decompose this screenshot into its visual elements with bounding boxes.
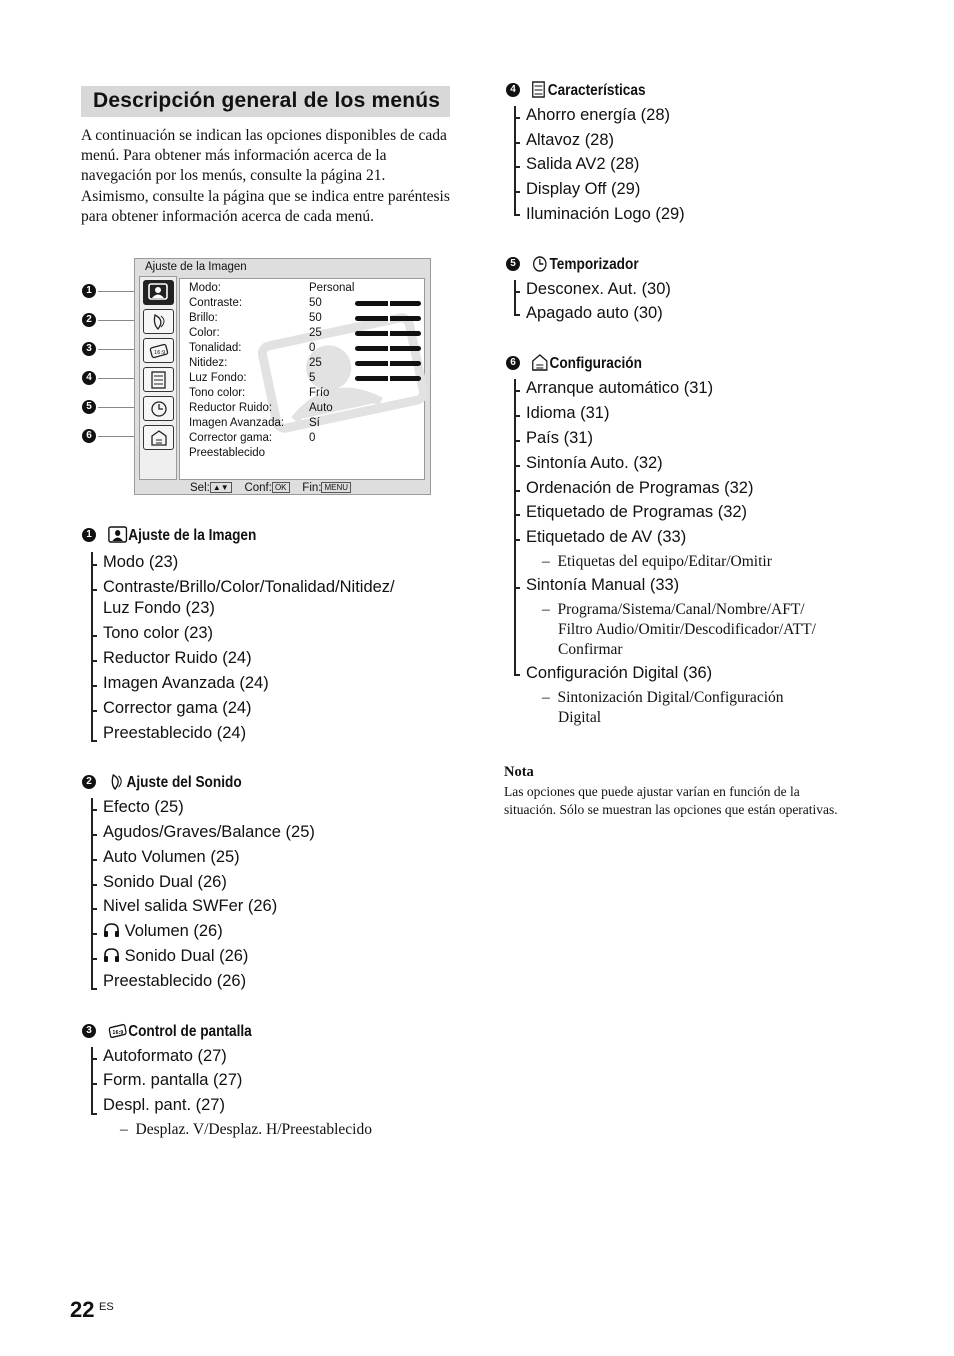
- menu-item: Idioma (31): [526, 404, 610, 422]
- osd-screen-control-icon: [143, 338, 174, 363]
- menu-item: Iluminación Logo (29): [526, 205, 685, 223]
- submenu-item: – Desplaz. V/Desplaz. H/Preestablecido: [120, 1121, 372, 1138]
- menu-item: Sintonía Manual (33): [526, 576, 680, 594]
- osd-timer-icon: [143, 396, 174, 421]
- headphones-icon: [103, 947, 120, 963]
- tree-tick: [91, 685, 97, 687]
- menu-item-label: Sonido Dual (26): [124, 947, 249, 965]
- osd-row-label: Tonalidad:: [189, 342, 242, 354]
- osd-row-label: Tono color:: [189, 387, 246, 399]
- menu-item: Contraste/Brillo/Color/Tonalidad/Nitidez/: [103, 578, 395, 596]
- callout-number-2: 2: [82, 313, 96, 327]
- osd-icon-column: [139, 276, 177, 480]
- tree-tick: [91, 859, 97, 861]
- tree-tick: [514, 191, 520, 193]
- osd-level-marker: [388, 359, 390, 368]
- osd-row-label: Imagen Avanzada:: [189, 417, 285, 429]
- menu-item-label: Volumen (26): [124, 922, 223, 940]
- svg-text:16:9: 16:9: [154, 350, 166, 356]
- section-number-1: 1: [82, 528, 96, 542]
- menu-item: Tono color (23): [103, 624, 214, 642]
- menu-item: Luz Fondo (23): [103, 599, 215, 617]
- osd-row-label: Reductor Ruido:: [189, 402, 273, 414]
- tree-tick: [91, 589, 97, 591]
- setup-icon: [531, 354, 549, 371]
- screen-control-icon: [108, 1022, 127, 1039]
- menu-item: Apagado auto (30): [526, 304, 663, 322]
- menu-item: Preestablecido (26): [103, 972, 247, 990]
- menu-item: Agudos/Graves/Balance (25): [103, 823, 315, 841]
- menu-item: Etiquetado de Programas (32): [526, 503, 748, 521]
- osd-footer: [190, 482, 351, 494]
- section-title: Ajuste del Sonido: [126, 774, 242, 791]
- osd-row: [189, 357, 419, 372]
- osd-features-icon: [143, 367, 174, 392]
- section-title-bar: [81, 86, 450, 117]
- tree-tick: [91, 933, 97, 935]
- tree-tick: [514, 587, 520, 589]
- tree-tick: [514, 314, 520, 316]
- osd-row-value: 0: [309, 432, 316, 444]
- tree-line: [91, 798, 93, 989]
- tree-line: [514, 106, 516, 215]
- tree-tick: [91, 564, 97, 566]
- callout-number-3: 3: [82, 342, 96, 356]
- osd-level-bar: [355, 331, 421, 336]
- osd-setup-icon: [143, 425, 174, 450]
- tree-tick: [514, 415, 520, 417]
- osd-row-value: 0: [309, 342, 316, 354]
- menu-item: Modo (23): [103, 553, 179, 571]
- timer-icon: [531, 255, 549, 272]
- menu-item: Imagen Avanzada (24): [103, 674, 269, 692]
- osd-row-value: 25: [309, 357, 322, 369]
- features-icon: [531, 81, 547, 98]
- tree-tick: [514, 490, 520, 492]
- callout-number-1: 1: [82, 284, 96, 298]
- tree-tick: [514, 117, 520, 119]
- section-heading-setup: [531, 354, 642, 373]
- menu-item: País (31): [526, 429, 593, 447]
- osd-row: [189, 402, 419, 417]
- tree-tick: [514, 142, 520, 144]
- ok-key-icon: OK: [272, 482, 290, 493]
- submenu-item-continued: Confirmar: [558, 641, 623, 658]
- section-number-6: 6: [506, 356, 520, 370]
- tree-tick: [91, 834, 97, 836]
- tree-tick: [91, 1058, 97, 1060]
- menu-item: Form. pantalla (27): [103, 1071, 243, 1089]
- menu-item: Sonido Dual (26): [103, 873, 227, 891]
- submenu-item: – Sintonización Digital/Configuración: [542, 689, 784, 706]
- tree-tick: [91, 988, 97, 990]
- osd-row-value: Frío: [309, 387, 330, 399]
- tree-tick: [91, 1083, 97, 1085]
- menu-item: Autoformato (27): [103, 1047, 227, 1065]
- tree-tick: [514, 390, 520, 392]
- callout-number-6: 6: [82, 429, 96, 443]
- tree-tick: [514, 674, 520, 676]
- menu-item: Arranque automático (31): [526, 379, 714, 397]
- osd-row-value: 50: [309, 297, 322, 309]
- menu-item: Efecto (25): [103, 798, 184, 816]
- osd-level-marker: [388, 344, 390, 353]
- osd-level-marker: [388, 329, 390, 338]
- page-title: Descripción general de los menús: [93, 89, 441, 112]
- submenu-item: – Programa/Sistema/Canal/Nombre/AFT/: [542, 601, 805, 618]
- menu-item: Salida AV2 (28): [526, 155, 640, 173]
- osd-level-bar: [355, 316, 421, 321]
- osd-level-marker: [388, 314, 390, 323]
- menu-item: Display Off (29): [526, 180, 641, 198]
- menu-item: Ahorro energía (28): [526, 106, 670, 124]
- menu-item: Etiquetado de AV (33): [526, 528, 687, 546]
- page-number: 22: [70, 1297, 95, 1322]
- tree-tick: [91, 1113, 97, 1115]
- osd-level-bar: [355, 376, 421, 381]
- osd-row-value: 25: [309, 327, 322, 339]
- osd-row-value: Sí: [309, 417, 320, 429]
- menu-item: Corrector gama (24): [103, 699, 252, 717]
- section-heading-timer: [531, 255, 639, 274]
- note-body: Las opciones que puede ajustar varían en función de la situación. Sólo se muestran las opciones que están operativas.: [504, 784, 838, 818]
- osd-rows: [179, 278, 425, 480]
- tree-tick: [514, 514, 520, 516]
- submenu-item-label: Etiquetas del equipo/Editar/Omitir: [557, 553, 772, 570]
- menu-item: Despl. pant. (27): [103, 1096, 225, 1114]
- osd-row-value: 50: [309, 312, 322, 324]
- section-heading-screen: [108, 1022, 252, 1041]
- sound-icon: [108, 773, 126, 790]
- tree-tick: [91, 908, 97, 910]
- osd-row-label: Nitidez:: [189, 357, 228, 369]
- menu-item: Sintonía Auto. (32): [526, 454, 663, 472]
- section-title: Características: [547, 82, 646, 99]
- page-language: ES: [99, 1301, 114, 1313]
- section-number-3: 3: [82, 1024, 96, 1038]
- menu-item: Desconex. Aut. (30): [526, 280, 671, 298]
- osd-row: [189, 387, 419, 402]
- submenu-item: – Etiquetas del equipo/Editar/Omitir: [542, 553, 772, 570]
- menu-item: Preestablecido (24): [103, 724, 247, 742]
- tree-tick: [91, 740, 97, 742]
- osd-row: [189, 372, 419, 387]
- menu-item: Nivel salida SWFer (26): [103, 897, 278, 915]
- tree-tick: [514, 214, 520, 216]
- callout-number-4: 4: [82, 371, 96, 385]
- osd-row-value: Personal: [309, 282, 355, 294]
- picture-icon: [108, 526, 127, 543]
- tree-tick: [91, 635, 97, 637]
- tree-tick: [91, 660, 97, 662]
- section-heading-picture: [108, 526, 256, 545]
- callout-number-5: 5: [82, 400, 96, 414]
- osd-row-label: Modo:: [189, 282, 221, 294]
- headphones-icon: [103, 922, 120, 938]
- osd-row-value: Auto: [309, 402, 333, 414]
- tree-tick: [91, 958, 97, 960]
- menu-item: Reductor Ruido (24): [103, 649, 252, 667]
- tree-tick: [514, 465, 520, 467]
- updown-arrows-icon: ▲▼: [210, 482, 232, 493]
- osd-level-marker: [388, 299, 390, 308]
- osd-row-label: Brillo:: [189, 312, 218, 324]
- osd-row: [189, 327, 419, 342]
- section-heading-features: [531, 81, 646, 100]
- osd-row-value: 5: [309, 372, 316, 384]
- submenu-item-label: Sintonización Digital/Configuración: [557, 689, 784, 706]
- tree-tick: [91, 710, 97, 712]
- menu-item: [103, 947, 248, 966]
- osd-row: [189, 297, 419, 312]
- osd-row-label: Corrector gama:: [189, 432, 273, 444]
- submenu-item-label: Programa/Sistema/Canal/Nombre/AFT/: [557, 601, 805, 618]
- osd-row-label: Luz Fondo:: [189, 372, 247, 384]
- menu-item: Altavoz (28): [526, 131, 615, 149]
- menu-key-icon: MENU: [321, 482, 351, 493]
- osd-level-bar: [355, 361, 421, 366]
- osd-sound-icon: [143, 309, 174, 334]
- osd-menu-screenshot: [134, 258, 431, 495]
- submenu-item-continued: Digital: [558, 709, 602, 726]
- tree-tick: [514, 166, 520, 168]
- menu-item: Configuración Digital (36): [526, 664, 713, 682]
- section-number-5: 5: [506, 257, 520, 271]
- osd-title: Ajuste de la Imagen: [145, 261, 247, 273]
- note-heading: Nota: [504, 764, 534, 780]
- osd-level-marker: [388, 374, 390, 383]
- section-title: Control de pantalla: [128, 1023, 252, 1040]
- tree-tick: [514, 539, 520, 541]
- osd-footer-sel-label: Sel:: [190, 482, 210, 494]
- section-title: Ajuste de la Imagen: [128, 527, 257, 544]
- osd-row: [189, 447, 419, 462]
- tree-line: [514, 280, 516, 315]
- osd-row: [189, 312, 419, 327]
- osd-row: [189, 342, 419, 357]
- section-number-4: 4: [506, 83, 520, 97]
- tree-line: [514, 379, 516, 675]
- menu-item: Ordenación de Programas (32): [526, 479, 754, 497]
- osd-row: [189, 282, 419, 297]
- osd-level-bar: [355, 346, 421, 351]
- osd-level-bar: [355, 301, 421, 306]
- intro-paragraph: A continuación se indican las opciones disponibles de cada menú. Para obtener más información acerca de la navegación por los menús, consulte la página 21. Asimismo, consulte la página que se indica entre paréntesis para obtener información acerca de cada menú.: [81, 127, 450, 225]
- osd-footer-fin-label: Fin:: [302, 482, 322, 494]
- osd-picture-icon: [143, 280, 174, 305]
- osd-row-label: Preestablecido: [189, 447, 266, 459]
- tree-tick: [514, 291, 520, 293]
- osd-row-label: Contraste:: [189, 297, 243, 309]
- osd-row-label: Color:: [189, 327, 220, 339]
- tree-tick: [91, 809, 97, 811]
- tree-line: [91, 552, 93, 741]
- section-number-2: 2: [82, 775, 96, 789]
- menu-item: Auto Volumen (25): [103, 848, 240, 866]
- tree-tick: [91, 884, 97, 886]
- section-title: Configuración: [549, 355, 642, 372]
- section-heading-sound: [108, 773, 242, 792]
- section-title: Temporizador: [549, 256, 639, 273]
- menu-item: [103, 922, 223, 941]
- osd-row: [189, 417, 419, 432]
- svg-text:16:9: 16:9: [112, 1030, 124, 1037]
- submenu-item-continued: Filtro Audio/Omitir/Descodificador/ATT/: [558, 621, 816, 638]
- osd-row: [189, 432, 419, 447]
- submenu-item-label: Desplaz. V/Desplaz. H/Preestablecido: [135, 1121, 372, 1138]
- osd-footer-conf-label: Conf:: [244, 482, 272, 494]
- tree-tick: [514, 440, 520, 442]
